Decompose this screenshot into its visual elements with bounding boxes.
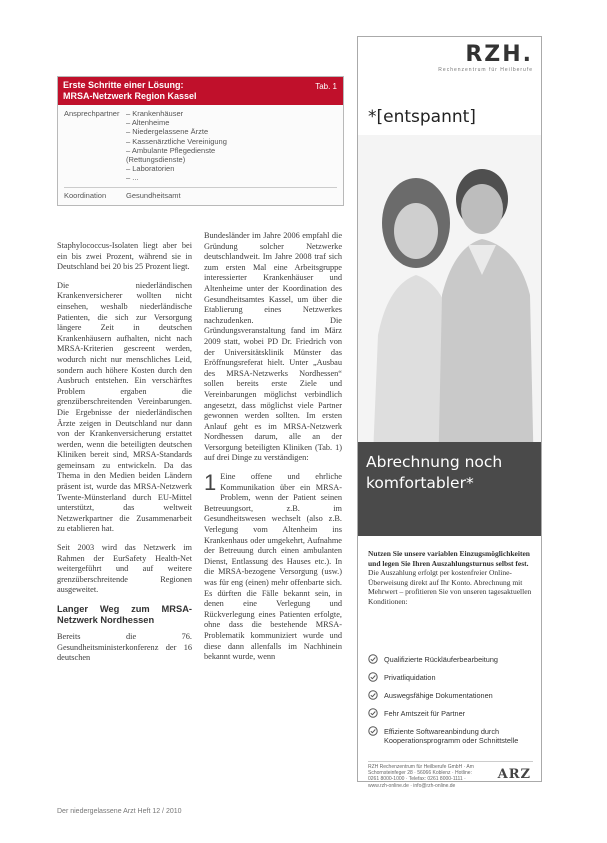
table-footer-value: Gesundheitsamt [126,190,181,200]
feature-label: Auswegsfähige Dokumentationen [384,691,493,700]
table-footer-row [64,187,337,200]
list-item [368,691,536,700]
paragraph: Die niederländischen Krankenversicherer wollten nicht einsehen, weshalb niederländische Patienten, die sich zur Versorgung längere Zeit in deutschen Krankenhäusern aufhalten, nicht nach MRSA-Kriterien gescreent werden, wodurch nicht nur menschliches Leid, sondern auch höhere Kosten durch den Ausbruch entstehen. Ein verschärftes Problem ergaben die grenzüberschreitenden Vereinbarungen. Die Ergebnisse der niederländischen Ärzte zeigen in Deutschland nur dann von der Krankenversicherung erstattet werden, wenn die beteiligten deutschen Kliniken bereit sind, MRSA-Standards gemeinsam zu entwickeln. Da das Thema in den Medien beiden Ländern präsent ist, wurde das MRSA-Netzwerk Twente-Münsterland durch EU-Mittel unterstützt, das weltweit Netzwerkpartner die Zusammenarbeit zu etablieren hat. [57,280,192,534]
banner-line2: komfortabler* [366,474,474,492]
ad-tagline: *[entspannt] [368,107,476,127]
table-row-value: – Kassenärztliche Vereinigung [126,136,227,146]
numbered-paragraph [204,472,342,663]
paragraph: Bereits die 76. Gesundheitsministerkonferenz der 16 deutschen [57,632,192,663]
table-row-key [64,118,126,127]
page-footer: Der niedergelassene Arzt Heft 12 / 2010 [57,808,182,815]
paragraph-text: Eine offene und ehrliche Kommunikation über ein MRSA-Problem, wenn der Patient seinen Betreuungsort, z.B. im Gesundheitswesen wechselt (also z.B. Verlegung vom Altenheim ins Krankenhaus oder umgekehrt, Aufnahme der Betreuung durch einen ambulanten Dienst, Entlassung des Hauses etc.). In die MRSA-bezogene Versorgung (usw.) was für eng (einen) mehr offenbarte sich. Es dürften die Fälle bekannt sein, in denen eine Verlegung und Rückverlegung eines Patienten erfolgte, ohne dass die bestehende MRSA-Problematik kommuniziert wurde und diese dann allenfalls im Nachhinein bekannt wurde, wenn [204,472,342,662]
ad-text-bold: Nutzen Sie unsere variablen Einzugsmöglichkeiten und legen Sie Ihren Auszahlungsturnus selbst fest. [368,549,530,568]
check-circle-icon [368,726,378,736]
arz-logo: ARZ [497,767,531,782]
list-item [368,727,536,745]
check-circle-icon [368,690,378,700]
table-row-value: – Altenheime [126,118,170,128]
logo-subtitle: Rechenzentrum für Heilberufe [438,67,533,73]
feature-label: Fehr Amtszeit für Partner [384,709,466,718]
table-row-key [64,127,126,136]
table-row-key: Ansprechpartner [64,109,120,118]
table-title-line2: MRSA-Netzwerk Region Kassel [63,91,197,101]
table-row-value: – Ambulante Pflegedienste [126,145,216,155]
table-row-key [64,164,126,173]
table-row [64,118,337,127]
ad-address: RZH Rechenzentrum für Heilberufe GmbH · Am Schornsteinfeger 28 · 56066 Koblenz · Hotline: 0261 8000-1000 · Telefax: 0261 8000-1111 · www.rzh-online.de · info@rzh-online.de [368,764,474,789]
table-row [64,164,337,173]
ad-text-normal: Die Auszahlung erfolgt per kostenfreier Online-Überweisung direkt auf Ihr Konto. Abrechnung mit Mehrwert – profitieren Sie von unseren tagesaktuellen Konditionen: [368,568,532,606]
table-footer-key: Koordination [64,190,107,200]
ad-banner [358,442,541,536]
ad-feature-list [368,655,536,754]
table-row [64,127,337,136]
banner-line1: Abrechnung noch [366,453,503,471]
table-row [64,137,337,146]
couple-photo [358,135,541,480]
feature-label: Privatliquidation [384,673,436,682]
article-column-2 [204,231,342,671]
feature-label: Effiziente Softwareanbindung durch Kooperationsprogramm oder Schnittstelle [384,727,519,745]
paragraph: Bundesländer im Jahre 2006 empfahl die Gründung solcher Netzwerke deutschlandweit. Im Jahre 2008 traf sich zum ersten Mal eine Arbeitsgruppe interessierter Krankenhäuser und Altenheime unter der Koordination des Gesundheitsamtes Kassel, um über die Etablierung eines Netzwerkes nachzudenken. Die Gründungsveranstaltung fand im März 2009 statt, wobei PD Dr. Friedrich von der Universitätsklinik Münster das Eröffnungsreferat hielt. Unter „Ausbau des MRSA-Netzwerks Nordhessen“ sollen bereits erste Ziele und Vereinbarungen möglichst verbindlich angesetzt, dass möglichst viele Partner gewonnen werden sollten. Im ersten Anlauf geht es im MRSA-Netzwerk Nordhessen darum, alle an der Versorgung beteiligten Kliniken (Tab. 1) auf drei Dinge zu verständigen: [204,231,342,463]
ad-footer [368,761,533,789]
info-table [57,76,344,206]
table-row-key [64,173,126,182]
list-item [368,655,536,664]
list-item [368,673,536,682]
table-row-key [64,146,126,155]
table-row [64,109,337,118]
table-row-value: – Krankenhäuser [126,109,184,118]
check-circle-icon [368,672,378,682]
couple-photo-illustration [358,135,541,480]
table-row-value: (Rettungsdienste) [126,155,186,165]
table-row [64,146,337,155]
ad-description [368,549,533,607]
table-row [64,173,337,182]
table-row-key [64,137,126,146]
table-row [64,155,337,164]
article-column-1 [57,241,192,672]
list-number: 1 [204,470,217,496]
advertisement [357,36,542,789]
rzh-logo [438,43,533,73]
list-item [368,709,536,718]
table-row-key [64,155,126,164]
check-circle-icon [368,708,378,718]
table-body [58,105,343,205]
table-row-value: – Laboratorien [126,164,175,174]
subheading: Langer Weg zum MRSA-Netzwerk Nordhessen [57,604,192,625]
feature-label: Qualifizierte Rückläuferbearbeitung [384,655,498,664]
table-row-value: – ... [126,173,139,183]
table-number: Tab. 1 [315,82,337,91]
paragraph: Staphylococcus-Isolaten liegt aber bei ein bis zwei Prozent, während sie in Deutschland bei 20 bis 25 Prozent liegt. [57,241,192,272]
paragraph: Seit 2003 wird das Netzwerk im Rahmen der EurSafety Health-Net weitergeführt und auf weitere grenzüberschreitende Regionen ausgeweitet. [57,543,192,595]
check-circle-icon [368,654,378,664]
logo-text: RZH. [465,42,533,67]
table-title-line1: Erste Schritte einer Lösung: [63,80,184,90]
table-header [58,77,343,105]
table-row-value: – Niedergelassene Ärzte [126,127,209,137]
